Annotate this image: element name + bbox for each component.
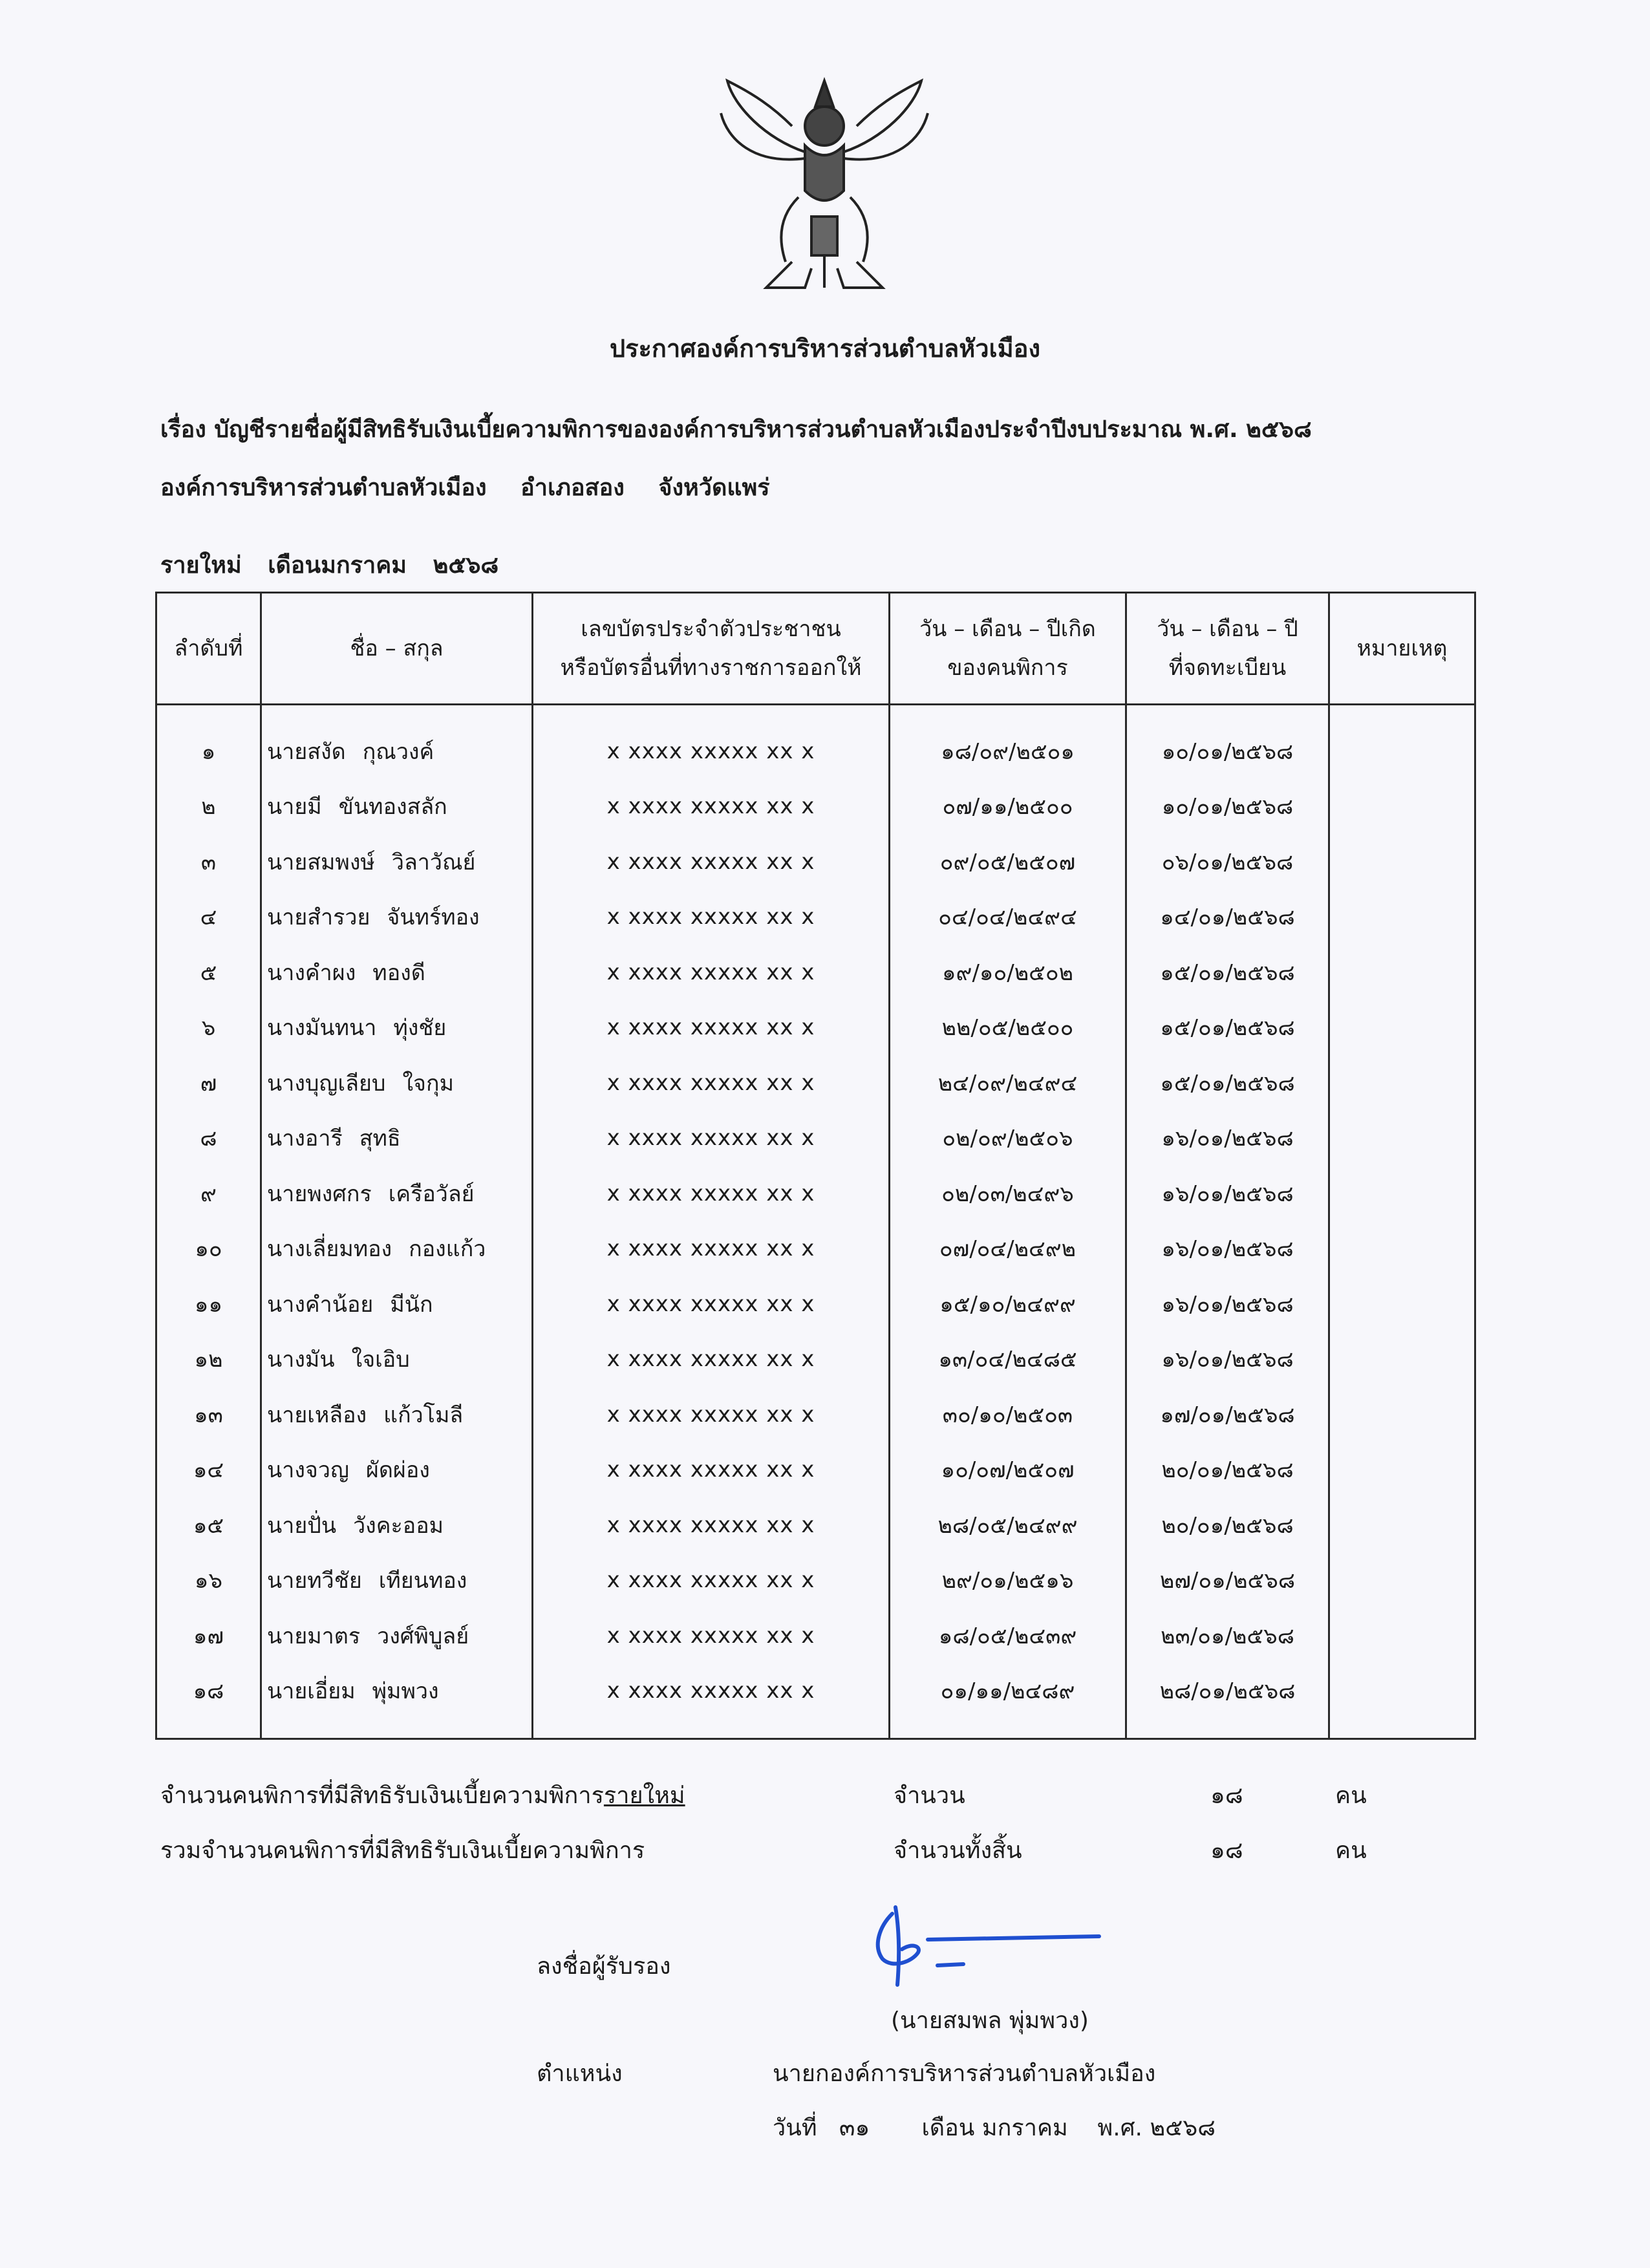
period-label: รายใหม่ (160, 552, 242, 579)
first-name: นายมาตร (267, 1623, 361, 1649)
row-note (1329, 1000, 1475, 1056)
total-count-label: จำนวนทั้งสิ้น (894, 1837, 1022, 1864)
last-name: วังคะออม (353, 1512, 444, 1539)
row-id-number: x xxxx xxxxx xx x (533, 1000, 890, 1056)
row-name (261, 890, 533, 945)
table-row (156, 1608, 1475, 1664)
row-registered-date: ๑๕/๐๑/๒๕๖๘ (1126, 1055, 1329, 1111)
row-birth-date: ๐๗/๐๔/๒๔๙๒ (890, 1221, 1126, 1277)
garuda-emblem-icon (714, 68, 934, 307)
row-number: ๑๕ (156, 1497, 261, 1553)
subject-line: เรื่อง บัญชีรายชื่อผู้มีสิทธิรับเงินเบี้ยความพิการขององค์การบริหารส่วนตำบลหัวเมืองประจำปีงบประมาณ พ.ศ. ๒๕๖๘ (160, 416, 1312, 443)
row-name (261, 1497, 533, 1553)
row-birth-date: ๐๒/๐๓/๒๔๙๖ (890, 1166, 1126, 1221)
last-name: เครือวัลย์ (388, 1181, 475, 1207)
first-name: นายพงศกร (267, 1181, 372, 1207)
row-birth-date: ๑๘/๐๙/๒๕๐๑ (890, 705, 1126, 779)
row-birth-date: ๑๐/๐๗/๒๕๐๗ (890, 1442, 1126, 1498)
row-registered-date: ๑๖/๐๑/๒๕๖๘ (1126, 1332, 1329, 1387)
row-name (261, 1664, 533, 1739)
row-number: ๓ (156, 834, 261, 890)
first-name: นางเลี่ยมทอง (267, 1236, 392, 1263)
row-note (1329, 1608, 1475, 1664)
table-row (156, 1332, 1475, 1387)
table-row (156, 1000, 1475, 1056)
table-row (156, 1276, 1475, 1332)
certifier-label: ลงชื่อผู้รับรอง (537, 1953, 671, 1980)
first-name: นายสงัด (267, 738, 346, 765)
row-birth-date: ๐๙/๐๕/๒๕๐๗ (890, 834, 1126, 890)
row-registered-date: ๑๔/๐๑/๒๕๖๘ (1126, 890, 1329, 945)
row-number: ๖ (156, 1000, 261, 1056)
row-note (1329, 1055, 1475, 1111)
row-birth-date: ๐๗/๑๑/๒๕๐๐ (890, 779, 1126, 835)
row-number: ๑๒ (156, 1332, 261, 1387)
first-name: นางจวญ (267, 1457, 349, 1484)
row-registered-date: ๒๗/๐๑/๒๕๖๘ (1126, 1553, 1329, 1609)
district-name: อำเภอสอง (520, 475, 625, 501)
table-row (156, 705, 1475, 779)
row-number: ๒ (156, 779, 261, 835)
registry-table (155, 592, 1476, 1740)
position-label: ตำแหน่ง (537, 2060, 623, 2087)
header-note: หมายเหตุ (1329, 593, 1475, 705)
row-number: ๙ (156, 1166, 261, 1221)
first-name: นายทวีชัย (267, 1568, 362, 1594)
period-year: ๒๕๖๘ (433, 552, 499, 579)
row-name (261, 779, 533, 835)
row-note (1329, 1276, 1475, 1332)
row-registered-date: ๑๕/๐๑/๒๕๖๘ (1126, 1000, 1329, 1056)
row-name (261, 1276, 533, 1332)
row-note (1329, 1332, 1475, 1387)
last-name: พุ่มพวง (372, 1678, 439, 1705)
header-no: ลำดับที่ (156, 593, 261, 705)
row-registered-date: ๐๖/๐๑/๒๕๖๘ (1126, 834, 1329, 890)
row-registered-date: ๒๘/๐๑/๒๕๖๘ (1126, 1664, 1329, 1739)
table-row (156, 1442, 1475, 1498)
row-id-number: x xxxx xxxxx xx x (533, 1332, 890, 1387)
row-name (261, 1221, 533, 1277)
table-row (156, 834, 1475, 890)
first-name: นายมี (267, 794, 322, 820)
last-name: วงศ์พิบูลย์ (377, 1623, 469, 1649)
first-name: นายปั่น (267, 1512, 337, 1539)
row-name (261, 1608, 533, 1664)
row-name (261, 1332, 533, 1387)
row-note (1329, 890, 1475, 945)
table-row (156, 890, 1475, 945)
period-month: เดือนมกราคม (268, 552, 407, 579)
row-birth-date: ๒๔/๐๙/๒๔๙๔ (890, 1055, 1126, 1111)
organization-line (160, 469, 796, 506)
row-birth-date: ๐๔/๐๔/๒๔๙๔ (890, 890, 1126, 945)
table-row (156, 1664, 1475, 1739)
row-registered-date: ๑๖/๐๑/๒๕๖๘ (1126, 1111, 1329, 1166)
table-row (156, 1055, 1475, 1111)
row-id-number: x xxxx xxxxx xx x (533, 1111, 890, 1166)
header-name: ชื่อ – สกุล (261, 593, 533, 705)
table-row (156, 1553, 1475, 1609)
row-birth-date: ๒๒/๐๕/๒๕๐๐ (890, 1000, 1126, 1056)
last-name: ผัดผ่อง (365, 1457, 430, 1484)
row-name (261, 1442, 533, 1498)
row-birth-date: ๑๓/๐๔/๒๔๘๕ (890, 1332, 1126, 1387)
row-id-number: x xxxx xxxxx xx x (533, 1276, 890, 1332)
row-number: ๑๓ (156, 1387, 261, 1442)
row-registered-date: ๒๓/๐๑/๒๕๖๘ (1126, 1608, 1329, 1664)
row-registered-date: ๑๖/๐๑/๒๕๖๘ (1126, 1221, 1329, 1277)
last-name: ทุ่งชัย (393, 1015, 447, 1042)
row-birth-date: ๐๑/๑๑/๒๔๘๙ (890, 1664, 1126, 1739)
row-id-number: x xxxx xxxxx xx x (533, 1664, 890, 1739)
row-note (1329, 779, 1475, 835)
row-number: ๑ (156, 705, 261, 779)
table-header-row (156, 593, 1475, 705)
first-name: นางมัน (267, 1347, 335, 1373)
first-name: นางบุญเลียบ (267, 1070, 386, 1097)
last-name: สุทธิ (359, 1126, 401, 1152)
row-note (1329, 1166, 1475, 1221)
row-birth-date: ๒๙/๐๑/๒๕๑๖ (890, 1553, 1126, 1609)
row-name (261, 705, 533, 779)
table-row (156, 1166, 1475, 1221)
new-recipients-text: จำนวนคนพิการที่มีสิทธิรับเงินเบี้ยความพิการรายใหม่ (160, 1782, 685, 1809)
row-note (1329, 1387, 1475, 1442)
table-row (156, 779, 1475, 835)
header-id: เลขบัตรประจำตัวประชาชน หรือบัตรอื่นที่ทางราชการออกให้ (533, 593, 890, 705)
row-registered-date: ๑๐/๐๑/๒๕๖๘ (1126, 779, 1329, 835)
new-count-label: จำนวน (894, 1782, 965, 1809)
page-title: ประกาศองค์การบริหารส่วนตำบลหัวเมือง (609, 334, 1041, 363)
row-note (1329, 1553, 1475, 1609)
row-number: ๕ (156, 945, 261, 1000)
row-number: ๗ (156, 1055, 261, 1111)
row-name (261, 945, 533, 1000)
row-id-number: x xxxx xxxxx xx x (533, 779, 890, 835)
row-name (261, 1387, 533, 1442)
first-name: นางคำผง (267, 959, 356, 986)
row-name (261, 1111, 533, 1166)
row-id-number: x xxxx xxxxx xx x (533, 1221, 890, 1277)
province-name: จังหวัดแพร่ (658, 475, 770, 501)
last-name: ทองดี (372, 959, 425, 986)
new-count-unit: คน (1335, 1782, 1367, 1809)
row-registered-date: ๑๖/๐๑/๒๕๖๘ (1126, 1166, 1329, 1221)
last-name: ใจเอิบ (351, 1347, 410, 1373)
row-id-number: x xxxx xxxxx xx x (533, 1442, 890, 1498)
first-name: นายสมพงษ์ (267, 849, 375, 875)
row-birth-date: ๓๐/๑๐/๒๕๐๓ (890, 1387, 1126, 1442)
row-id-number: x xxxx xxxxx xx x (533, 1553, 890, 1609)
row-name (261, 1055, 533, 1111)
new-count: ๑๘ (1210, 1782, 1243, 1809)
table-row (156, 1221, 1475, 1277)
table-row (156, 945, 1475, 1000)
header-registered: วัน – เดือน – ปี ที่จดทะเบียน (1126, 593, 1329, 705)
row-birth-date: ๑๘/๐๕/๒๔๓๙ (890, 1608, 1126, 1664)
row-note (1329, 945, 1475, 1000)
row-id-number: x xxxx xxxxx xx x (533, 705, 890, 779)
first-name: นายสำรวย (267, 904, 370, 931)
row-birth-date: ๑๙/๑๐/๒๕๐๒ (890, 945, 1126, 1000)
row-registered-date: ๒๐/๐๑/๒๕๖๘ (1126, 1442, 1329, 1498)
first-name: นายเหลือง (267, 1402, 367, 1428)
row-id-number: x xxxx xxxxx xx x (533, 1055, 890, 1111)
total-count-unit: คน (1335, 1837, 1367, 1864)
row-number: ๑๖ (156, 1553, 261, 1609)
first-name: นางอารี (267, 1126, 343, 1152)
last-name: มีนัก (390, 1291, 433, 1318)
row-registered-date: ๑๖/๐๑/๒๕๖๘ (1126, 1276, 1329, 1332)
last-name: กุณวงค์ (362, 738, 434, 765)
first-name: นายเอี่ยม (267, 1678, 356, 1705)
row-name (261, 1553, 533, 1609)
table-row (156, 1387, 1475, 1442)
row-note (1329, 1111, 1475, 1166)
row-number: ๘ (156, 1111, 261, 1166)
row-id-number: x xxxx xxxxx xx x (533, 1497, 890, 1553)
row-birth-date: ๐๒/๐๙/๒๕๐๖ (890, 1111, 1126, 1166)
row-note (1329, 1221, 1475, 1277)
row-birth-date: ๑๕/๑๐/๒๔๙๙ (890, 1276, 1126, 1332)
last-name: แก้วโมลี (383, 1402, 464, 1428)
row-id-number: x xxxx xxxxx xx x (533, 890, 890, 945)
row-registered-date: ๑๗/๐๑/๒๕๖๘ (1126, 1387, 1329, 1442)
total-count: ๑๘ (1210, 1837, 1243, 1864)
signer-name: (นายสมพล พุ่มพวง) (891, 2007, 1089, 2034)
row-name (261, 834, 533, 890)
row-registered-date: ๑๐/๐๑/๒๕๖๘ (1126, 705, 1329, 779)
last-name: กองแก้ว (409, 1236, 486, 1263)
row-number: ๑๑ (156, 1276, 261, 1332)
last-name: จันทร์ทอง (387, 904, 480, 931)
last-name: วิลาวัณย์ (391, 849, 476, 875)
row-number: ๑๘ (156, 1664, 261, 1739)
last-name: เทียนทอง (378, 1568, 467, 1594)
row-note (1329, 1442, 1475, 1498)
first-name: นางคำน้อย (267, 1291, 374, 1318)
row-name (261, 1000, 533, 1056)
position-title: นายกองค์การบริหารส่วนตำบลหัวเมือง (773, 2060, 1156, 2087)
header-dob: วัน – เดือน – ปีเกิด ของคนพิการ (890, 593, 1126, 705)
row-number: ๑๔ (156, 1442, 261, 1498)
period-line (160, 546, 517, 583)
row-note (1329, 1664, 1475, 1739)
row-note (1329, 705, 1475, 779)
row-registered-date: ๒๐/๐๑/๒๕๖๘ (1126, 1497, 1329, 1553)
row-note (1329, 834, 1475, 890)
last-name: ขันทองสลัก (338, 794, 447, 820)
table-row (156, 1111, 1475, 1166)
total-recipients-text: รวมจำนวนคนพิการที่มีสิทธิรับเงินเบี้ยความพิการ (160, 1837, 645, 1864)
table-row (156, 1497, 1475, 1553)
first-name: นางมันทนา (267, 1015, 377, 1042)
row-number: ๑๐ (156, 1221, 261, 1277)
sign-date: วันที่ ๓๑ เดือน มกราคม พ.ศ. ๒๕๖๘ (773, 2115, 1216, 2141)
row-id-number: x xxxx xxxxx xx x (533, 1387, 890, 1442)
row-note (1329, 1497, 1475, 1553)
row-name (261, 1166, 533, 1221)
handwritten-signature (866, 1901, 1112, 1991)
row-number: ๑๗ (156, 1608, 261, 1664)
row-registered-date: ๑๕/๐๑/๒๕๖๘ (1126, 945, 1329, 1000)
org-name: องค์การบริหารส่วนตำบลหัวเมือง (160, 475, 487, 501)
row-id-number: x xxxx xxxxx xx x (533, 1166, 890, 1221)
last-name: ใจกุม (402, 1070, 454, 1097)
row-id-number: x xxxx xxxxx xx x (533, 945, 890, 1000)
row-birth-date: ๒๘/๐๕/๒๔๙๙ (890, 1497, 1126, 1553)
row-id-number: x xxxx xxxxx xx x (533, 834, 890, 890)
row-number: ๔ (156, 890, 261, 945)
row-id-number: x xxxx xxxxx xx x (533, 1608, 890, 1664)
